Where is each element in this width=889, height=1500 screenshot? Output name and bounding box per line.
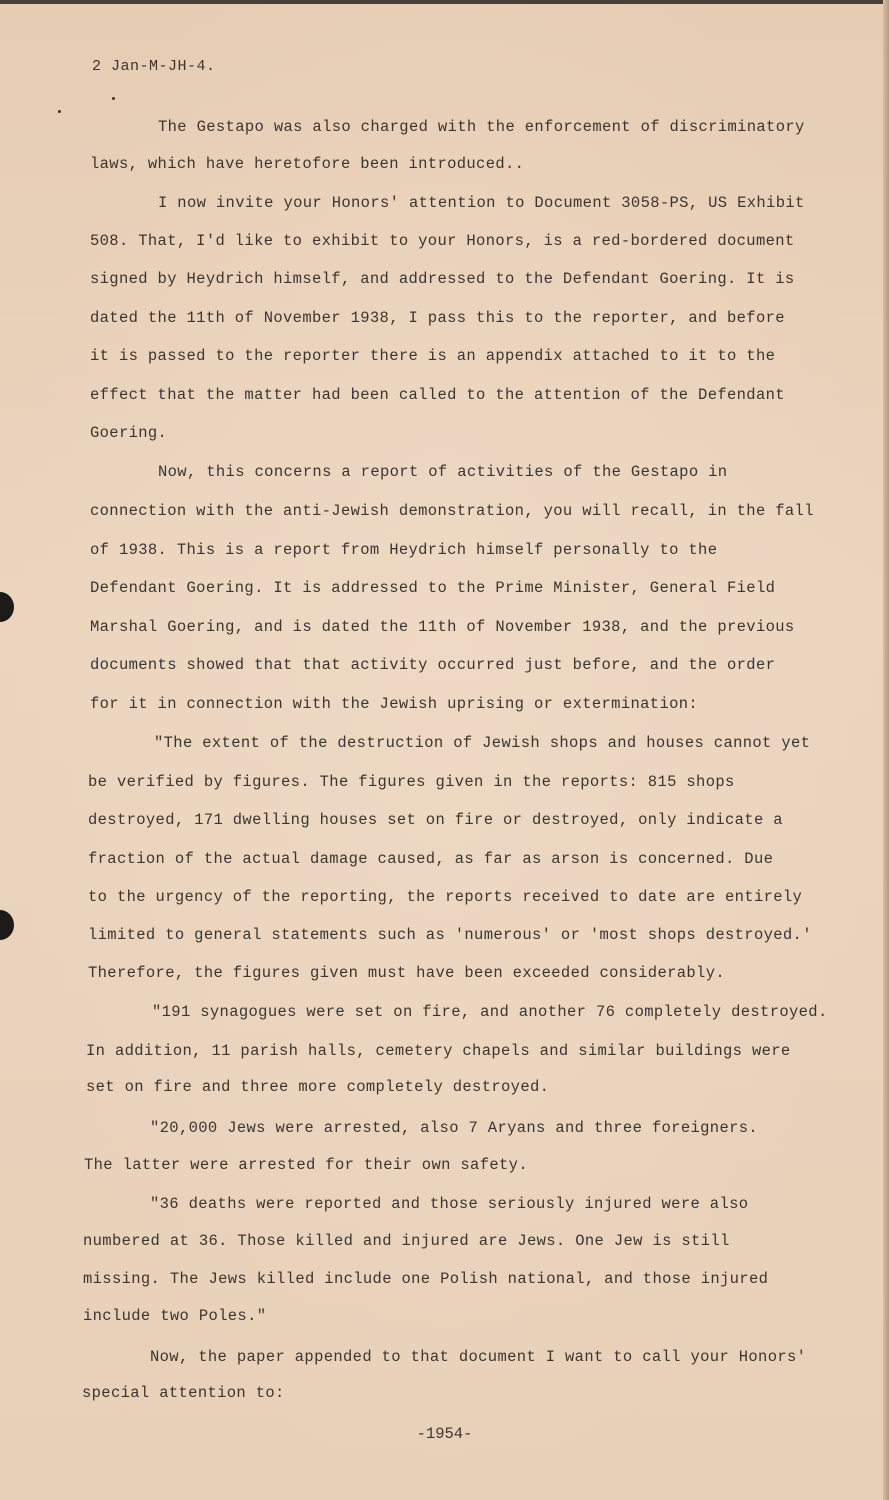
text-line: to the urgency of the reporting, the reports received to date are entirely xyxy=(88,888,803,906)
text-line: signed by Heydrich himself, and addressed to the Defendant Goering. It is xyxy=(90,270,795,288)
text-line: effect that the matter had been called to the attention of the Defendant xyxy=(90,386,785,404)
text-line: "191 synagogues were set on fire, and another 76 completely destroyed. xyxy=(152,1003,828,1021)
text-line: Defendant Goering. It is addressed to the Prime Minister, General Field xyxy=(90,579,776,597)
text-line: dated the 11th of November 1938, I pass this to the reporter, and before xyxy=(90,309,785,327)
text-line: set on fire and three more completely destroyed. xyxy=(86,1078,550,1096)
text-line: "36 deaths were reported and those seriously injured were also xyxy=(150,1195,749,1213)
text-line: special attention to: xyxy=(82,1384,285,1402)
text-line: include two Poles." xyxy=(83,1307,267,1325)
text-line: destroyed, 171 dwelling houses set on fire or destroyed, only indicate a xyxy=(88,811,783,829)
text-line: Now, this concerns a report of activities of the Gestapo in xyxy=(158,463,728,481)
text-line: The latter were arrested for their own safety. xyxy=(84,1156,528,1174)
page-right-edge xyxy=(883,0,889,1500)
text-line: "The extent of the destruction of Jewish shops and houses cannot yet xyxy=(154,734,811,752)
text-line: 508. That, I'd like to exhibit to your Honors, is a red-bordered document xyxy=(90,232,795,250)
text-line: connection with the anti-Jewish demonstration, you will recall, in the fall xyxy=(90,502,814,520)
text-line: for it in connection with the Jewish uprising or extermination: xyxy=(90,695,699,713)
text-line: numbered at 36. Those killed and injured are Jews. One Jew is still xyxy=(83,1232,730,1250)
text-line: fraction of the actual damage caused, as far as arson is concerned. Due xyxy=(88,850,774,868)
punch-hole-lower xyxy=(0,910,14,940)
text-line: Now, the paper appended to that document I want to call your Honors' xyxy=(150,1348,807,1366)
stray-mark xyxy=(112,97,115,100)
text-line: documents showed that that activity occurred just before, and the order xyxy=(90,656,776,674)
document-reference: 2 Jan-M-JH-4. xyxy=(92,58,216,75)
text-line: of 1938. This is a report from Heydrich himself personally to the xyxy=(90,541,718,559)
text-line: missing. The Jews killed include one Polish national, and those injured xyxy=(83,1270,769,1288)
text-line: Goering. xyxy=(90,424,168,442)
text-line: limited to general statements such as 'numerous' or 'most shops destroyed.' xyxy=(88,926,812,944)
page-top-edge xyxy=(0,0,889,4)
text-line: Marshal Goering, and is dated the 11th of November 1938, and the previous xyxy=(90,618,795,636)
text-line: "20,000 Jews were arrested, also 7 Aryans and three foreigners. xyxy=(150,1119,759,1137)
text-line: Therefore, the figures given must have been exceeded considerably. xyxy=(88,964,725,982)
punch-hole-upper xyxy=(0,592,14,622)
text-line: it is passed to the reporter there is an appendix attached to it to the xyxy=(90,347,776,365)
page-number: -1954- xyxy=(416,1425,473,1443)
text-line: I now invite your Honors' attention to Document 3058-PS, US Exhibit xyxy=(158,194,805,212)
text-line: In addition, 11 parish halls, cemetery chapels and similar buildings were xyxy=(86,1042,791,1060)
text-line: laws, which have heretofore been introduced.. xyxy=(90,155,525,173)
stray-mark xyxy=(58,110,61,113)
text-line: The Gestapo was also charged with the enforcement of discriminatory xyxy=(158,118,805,136)
text-line: be verified by figures. The figures given in the reports: 815 shops xyxy=(88,773,735,791)
